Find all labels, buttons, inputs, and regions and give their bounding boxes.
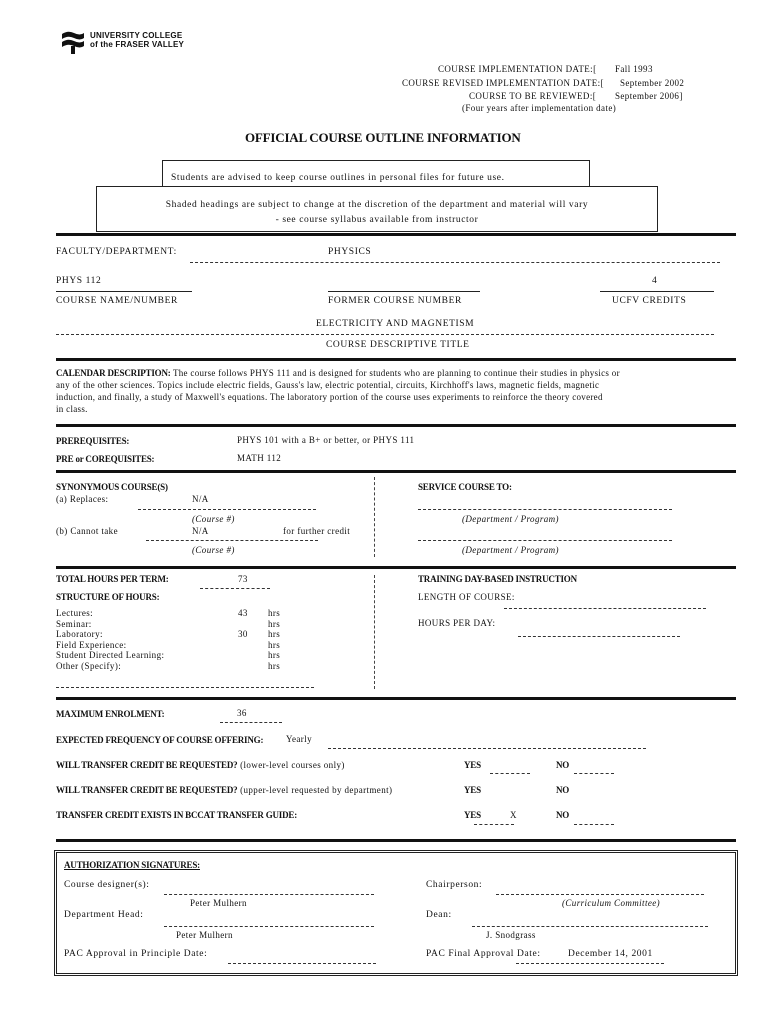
- transfer-lower-row: [56, 760, 345, 770]
- prereq-value: PHYS 101 with a B+ or better, or PHYS 111: [237, 435, 415, 445]
- transfer-lower-no: NO: [556, 760, 570, 770]
- training-label: TRAINING DAY-BASED INSTRUCTION: [418, 574, 577, 584]
- section-divider: [56, 839, 736, 842]
- transfer-upper-note: (upper-level requested by department): [240, 785, 393, 795]
- transfer-upper-label: WILL TRANSFER CREDIT BE REQUESTED?: [56, 785, 238, 795]
- replaces-caption: (Course #): [192, 514, 235, 524]
- service-caption-2: (Department / Program): [462, 545, 559, 555]
- dept-head-signature-line: [164, 926, 374, 927]
- cannot-take-caption: (Course #): [192, 545, 235, 555]
- replaces-value: N/A: [192, 494, 209, 504]
- pac-final-value: December 14, 2001: [568, 949, 653, 959]
- transfer-lower-note: (lower-level courses only): [240, 760, 345, 770]
- revised-date-label: COURSE REVISED IMPLEMENTATION DATE:[: [402, 78, 604, 88]
- max-enrolment-value: 36: [237, 708, 247, 718]
- transfer-lower-yes: YES: [464, 760, 481, 770]
- section-divider: [56, 697, 736, 700]
- impl-date-label: COURSE IMPLEMENTATION DATE:[: [438, 64, 597, 74]
- course-title-value: ELECTRICITY AND MAGNETISM: [316, 319, 475, 329]
- hours-per-day-label: HOURS PER DAY:: [418, 618, 496, 628]
- replaces-underline: [138, 509, 316, 510]
- notice-text-2b: - see course syllabus available from instructor: [275, 215, 479, 225]
- hours-row-unit: hrs: [268, 639, 281, 650]
- hours-row-value: 43: [238, 608, 248, 618]
- hours-row-unit: hrs: [268, 608, 281, 618]
- service-underline-2: [418, 540, 672, 541]
- hours-row-label: Seminar:: [56, 618, 92, 629]
- chair-label: Chairperson:: [426, 880, 483, 890]
- hours-bottom-underline: [56, 687, 314, 688]
- course-number-underline: [56, 291, 192, 292]
- review-date-value: September 2006]: [615, 91, 683, 101]
- calendar-line-1: The course follows PHYS 111 and is designed for students who are planning to continue their studies in physics or: [172, 368, 620, 378]
- section-divider: [56, 233, 736, 236]
- transfer-exists-yes-line: [474, 824, 514, 825]
- transfer-upper-row: [56, 785, 392, 795]
- length-underline: [504, 608, 706, 609]
- notice-text-1: Students are advised to keep course outlines in personal files for future use.: [171, 173, 505, 183]
- section-divider: [56, 424, 736, 427]
- hours-row-value: [238, 661, 258, 672]
- coreq-value: MATH 112: [237, 453, 282, 463]
- total-hours-underline: [200, 588, 270, 589]
- hours-values: [238, 608, 258, 671]
- credits-underline: [600, 291, 714, 292]
- faculty-underline: [190, 262, 720, 263]
- hours-per-day-underline: [518, 636, 680, 637]
- cannot-take-underline: [146, 540, 318, 541]
- dean-name: J. Snodgrass: [486, 930, 536, 940]
- total-hours-label: TOTAL HOURS PER TERM:: [56, 574, 169, 584]
- transfer-upper-yes: YES: [464, 785, 481, 795]
- frequency-label: EXPECTED FREQUENCY OF COURSE OFFERING:: [56, 735, 264, 745]
- dept-head-name: Peter Mulhern: [176, 930, 233, 940]
- hours-row-unit: hrs: [268, 618, 281, 629]
- calendar-label: CALENDAR DESCRIPTION:: [56, 368, 171, 378]
- hours-row-value: [238, 650, 258, 661]
- dept-head-label: Department Head:: [64, 910, 144, 920]
- hours-row-label: Other (Specify):: [56, 660, 122, 671]
- impl-date-value: Fall 1993: [615, 64, 653, 74]
- hours-row-label: Student Directed Learning:: [56, 650, 165, 660]
- transfer-lower-no-line: [574, 773, 614, 774]
- credits-label: UCFV CREDITS: [612, 296, 687, 306]
- course-number-label: COURSE NAME/NUMBER: [56, 296, 178, 306]
- review-note: (Four years after implementation date): [462, 103, 617, 113]
- hours-units: [268, 608, 280, 671]
- pac-final-label: PAC Final Approval Date:: [426, 949, 541, 959]
- course-number-value: PHYS 112: [56, 276, 102, 286]
- transfer-exists-x-mark: X: [510, 810, 517, 820]
- further-credit: for further credit: [283, 526, 351, 536]
- revised-date-value: September 2002: [620, 78, 685, 88]
- service-course-label: SERVICE COURSE TO:: [418, 482, 512, 492]
- transfer-lower-label: WILL TRANSFER CREDIT BE REQUESTED?: [56, 760, 238, 770]
- max-enrolment-underline: [220, 722, 282, 723]
- hours-row-unit: hrs: [268, 629, 281, 639]
- dean-signature-line: [472, 926, 708, 927]
- notice-text-2a: Shaded headings are subject to change at the discretion of the department and material will vary: [165, 200, 589, 210]
- ucfv-logo-icon: [60, 30, 86, 54]
- hours-row-value: [238, 619, 258, 630]
- hours-row-value: [238, 640, 258, 651]
- hours-row-label: Laboratory:: [56, 629, 103, 639]
- pac-principle-line: [228, 963, 376, 964]
- calendar-line-4: in class.: [56, 404, 88, 414]
- faculty-value: PHYSICS: [328, 247, 372, 257]
- designer-name: Peter Mulhern: [190, 898, 247, 908]
- prereq-label: PREREQUISITES:: [56, 436, 130, 446]
- section-divider: [56, 358, 736, 361]
- transfer-exists-yes: YES: [464, 810, 481, 820]
- coreq-label: PRE or COREQUISITES:: [56, 454, 155, 464]
- chair-signature-line: [496, 894, 704, 895]
- hours-row-value: 30: [238, 629, 248, 639]
- course-title-underline: [56, 334, 714, 335]
- pac-principle-label: PAC Approval in Principle Date:: [64, 949, 208, 959]
- course-title-label: COURSE DESCRIPTIVE TITLE: [326, 340, 470, 350]
- transfer-exists-no-line: [574, 824, 614, 825]
- hours-row-label: Field Experience:: [56, 639, 127, 650]
- review-date-label: COURSE TO BE REVIEWED:[: [469, 91, 597, 101]
- page-title: OFFICIAL COURSE OUTLINE INFORMATION: [245, 130, 521, 145]
- hours-row-unit: hrs: [268, 660, 281, 671]
- section-divider: [56, 566, 736, 569]
- transfer-exists-no: NO: [556, 810, 570, 820]
- designer-label: Course designer(s):: [64, 880, 150, 890]
- total-hours-value: 73: [238, 574, 248, 584]
- max-enrolment-label: MAXIMUM ENROLMENT:: [56, 709, 165, 719]
- notice-box-2: [96, 186, 658, 232]
- hours-row-label: Lectures:: [56, 608, 94, 618]
- pac-final-line: [516, 963, 664, 964]
- hours-row-unit: hrs: [268, 650, 281, 660]
- hours-labels: [56, 608, 164, 671]
- service-caption-1: (Department / Program): [462, 514, 559, 524]
- length-label: LENGTH OF COURSE:: [418, 592, 515, 602]
- section-divider: [56, 470, 736, 473]
- notice-box-1: [162, 160, 590, 188]
- credits-value: 4: [652, 276, 658, 286]
- auth-heading: AUTHORIZATION SIGNATURES:: [64, 860, 200, 870]
- transfer-exists-label: TRANSFER CREDIT EXISTS IN BCCAT TRANSFER GUIDE:: [56, 810, 297, 820]
- frequency-value: Yearly: [286, 734, 312, 744]
- column-divider: [374, 477, 375, 557]
- transfer-upper-no: NO: [556, 785, 570, 795]
- chair-caption: (Curriculum Committee): [562, 898, 661, 908]
- service-underline-1: [418, 509, 672, 510]
- cannot-take-label: (b) Cannot take: [56, 526, 118, 536]
- transfer-lower-yes-line: [490, 773, 530, 774]
- faculty-label: FACULTY/DEPARTMENT:: [56, 247, 177, 257]
- frequency-underline: [328, 748, 646, 749]
- former-number-label: FORMER COURSE NUMBER: [328, 296, 462, 306]
- dean-label: Dean:: [426, 910, 452, 920]
- synonymous-label: SYNONYMOUS COURSE(S): [56, 482, 168, 492]
- calendar-line-3: induction, and finally, a study of Maxwell's equations. The laboratory portion of the course uses experiments to reinforce the theory covered: [56, 392, 603, 402]
- calendar-description: [56, 367, 738, 415]
- calendar-line-2: any of the other sciences. Topics include electric fields, Gauss's law, electric potential, circuits, Kirchhoff's laws, magnetic fields, magnetic: [56, 380, 600, 390]
- logo-line2: of the FRASER VALLEY: [90, 40, 185, 49]
- replaces-label: (a) Replaces:: [56, 494, 109, 504]
- structure-label: STRUCTURE OF HOURS:: [56, 592, 160, 602]
- cannot-take-value: N/A: [192, 526, 209, 536]
- logo-line1: UNIVERSITY COLLEGE: [90, 31, 183, 40]
- column-divider: [374, 575, 375, 689]
- former-number-underline: [328, 291, 480, 292]
- designer-signature-line: [164, 894, 374, 895]
